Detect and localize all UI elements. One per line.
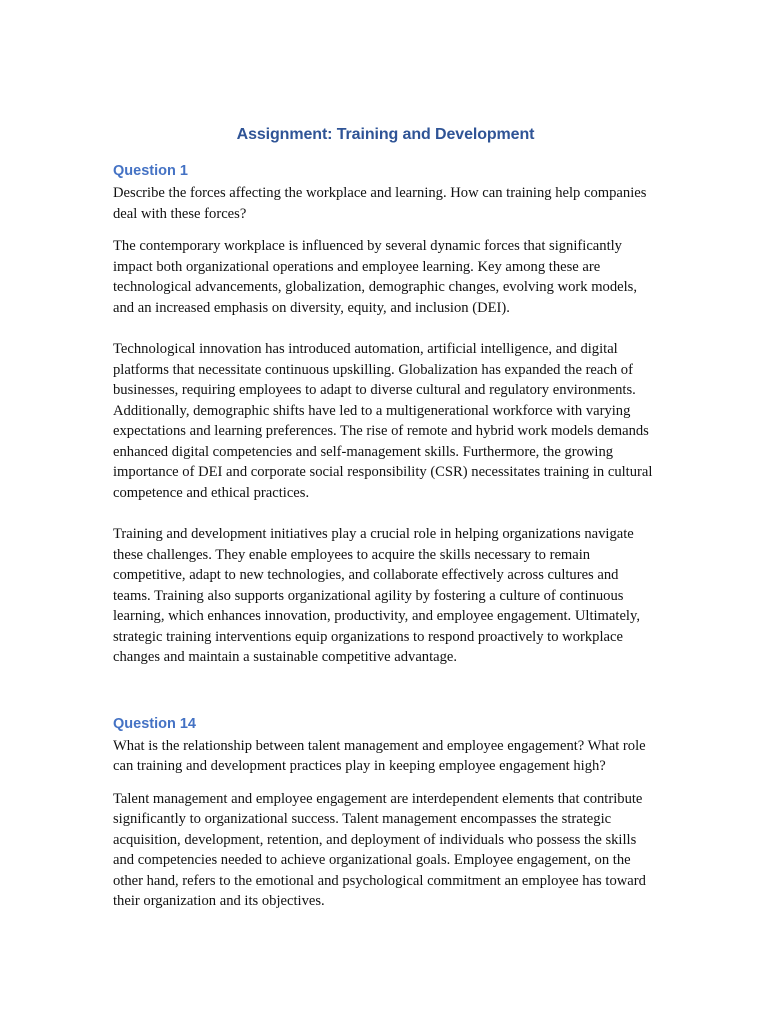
question-1-section	[113, 161, 658, 668]
question-1-answer-paragraph-3: Training and development initiatives play a crucial role in helping organizations navigate these challenges. They enable employees to acquire the skills necessary to remain competitive, adapt to new technologies, and collaborate effectively across cultures and teams. Training also supports organizational agility by fostering a culture of continuous learning, which enhances innovation, productivity, and employee engagement. Ultimately, strategic training interventions equip organizations to respond proactively to workplace changes and maintain a sustainable competitive advantage.	[113, 526, 640, 665]
question-1-answer-paragraph-2: Technological innovation has introduced automation, artificial intelligence, and digital platforms that necessitate continuous upskilling. Globalization has expanded the reach of businesses, requiring employees to adapt to diverse cultural and regulatory environments. Additionally, demographic shifts have led to a multigenerational workforce with varying expectations and learning preferences. The rise of remote and hybrid work models demands enhanced digital competencies and self-management skills. Furthermore, the growing importance of DEI and corporate social responsibility (CSR) necessitates training in cultural competence and ethical practices.	[113, 341, 653, 501]
question-14-prompt: What is the relationship between talent management and employee engagement? What role can training and development practices play in keeping employee engagement high?	[113, 737, 646, 774]
question-1-answer-paragraph-1: The contemporary workplace is influenced by several dynamic forces that significantly impact both organizational operations and employee learning. Key among these are technological advancements, globalization, demographic changes, evolving work models, and an increased emphasis on diversity, equity, and inclusion (DEI).	[113, 238, 637, 316]
question-14-heading: Question 14	[113, 715, 196, 732]
document-body	[113, 124, 658, 912]
document-title: Assignment: Training and Development	[236, 126, 535, 143]
question-1-prompt: Describe the forces affecting the workplace and learning. How can training help companies deal with these forces?	[113, 185, 647, 222]
question-1-heading: Question 1	[113, 163, 188, 179]
question-14-section	[113, 714, 658, 912]
question-14-answer-paragraph-1: Talent management and employee engagement are interdependent elements that contribute significantly to organizational success. Talent management encompasses the strategic acquisition, development, retention, and deployment of individuals who possess the skills and competencies needed to achieve organizational goals. Employee engagement, on the other hand, refers to the emotional and psychological commitment an employee has toward their organization and its objectives.	[113, 790, 646, 909]
